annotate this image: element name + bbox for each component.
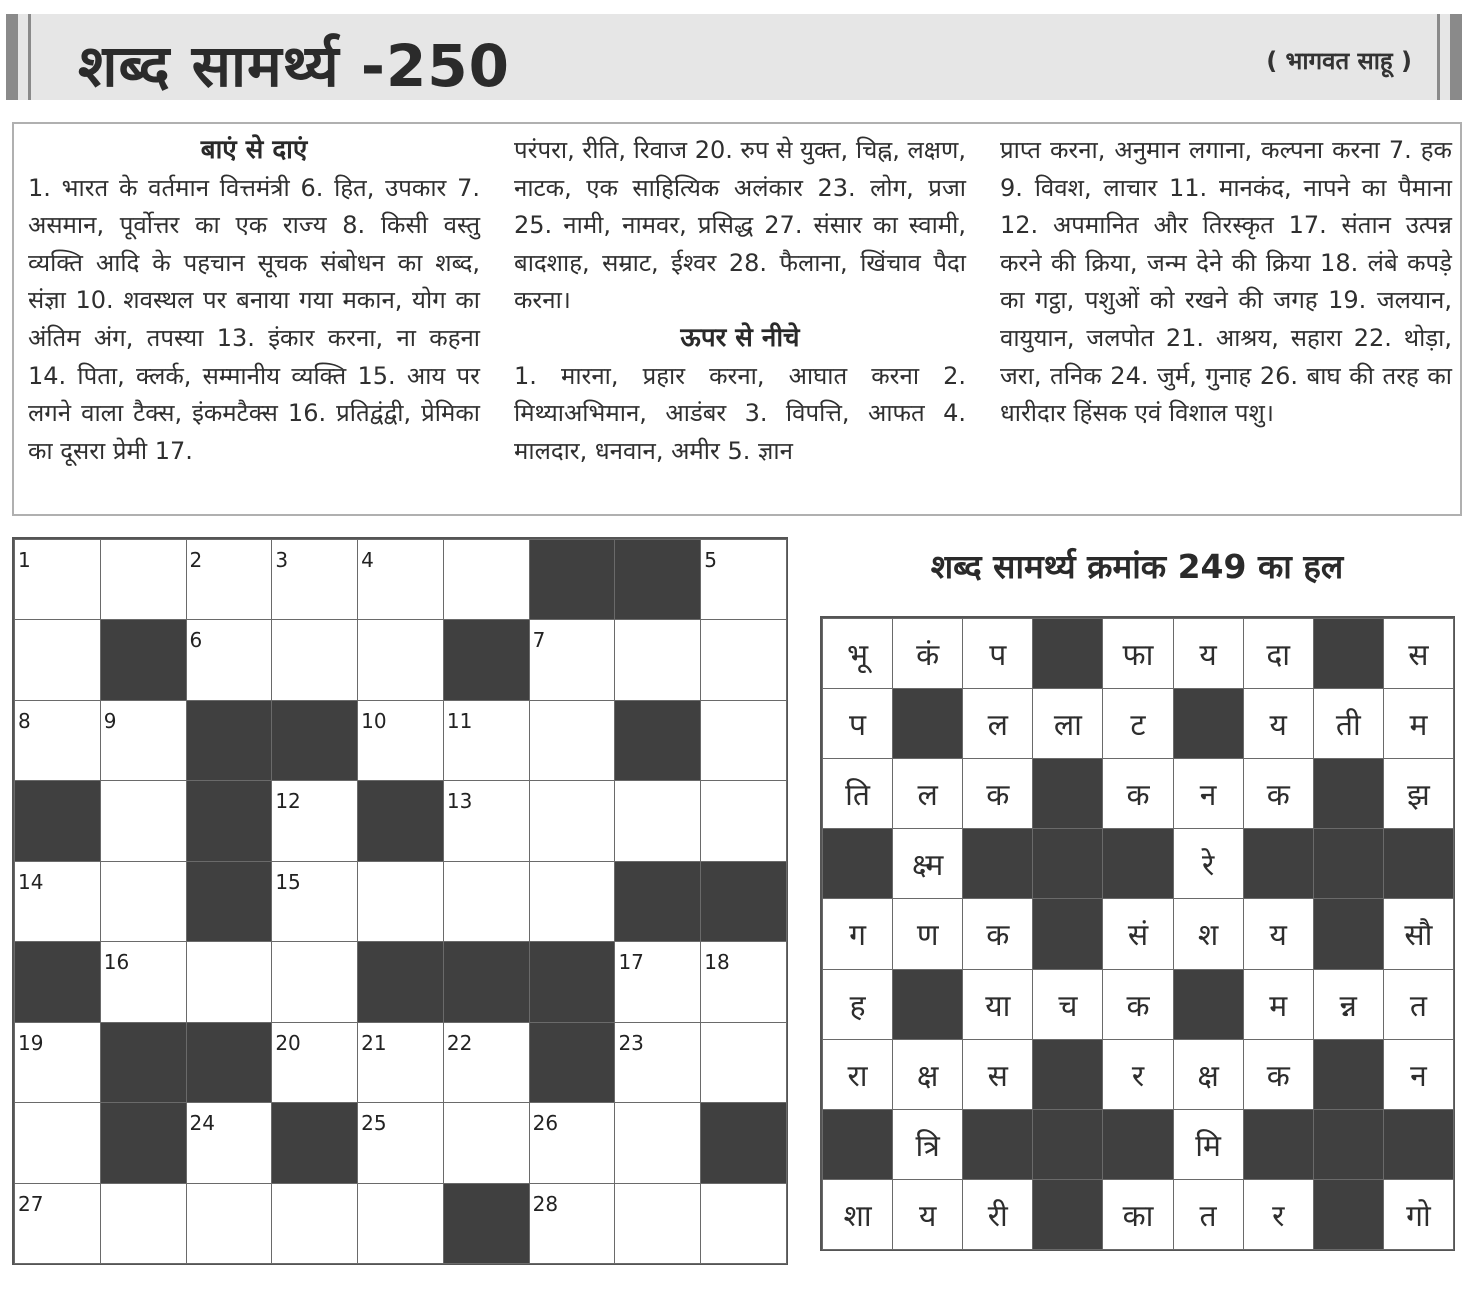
solution-blocked-cell <box>1313 1039 1384 1110</box>
down-clues-part-1: 1. मारना, प्रहार करना, आघात करना 2. मिथ्याअभिमान, आडंबर 3. विपत्ति, आफत 4. मालदार, धनवान, अमीर 5. ज्ञान <box>514 361 966 465</box>
solution-blocked-cell <box>1313 1179 1384 1250</box>
solution-cell: य <box>892 1179 963 1250</box>
solution-cell: न <box>1173 758 1244 829</box>
clue-number: 26 <box>532 1111 559 1136</box>
blocked-cell <box>357 941 444 1022</box>
blocked-cell <box>700 1102 787 1183</box>
solution-cell: क्ष्म <box>892 828 963 899</box>
solution-cell: ल <box>892 758 963 829</box>
clue-number: 2 <box>189 548 203 572</box>
grid-cell[interactable] <box>100 700 187 781</box>
solution-cell: शा <box>822 1179 893 1250</box>
solution-cell: त <box>1383 969 1454 1040</box>
grid-cell[interactable] <box>357 1022 444 1103</box>
blocked-cell <box>529 1022 616 1103</box>
blocked-cell <box>100 619 187 700</box>
clue-number: 15 <box>275 869 301 894</box>
solution-blocked-cell <box>892 969 963 1040</box>
blocked-cell <box>443 941 530 1022</box>
blocked-cell <box>614 861 701 942</box>
grid-cell[interactable] <box>100 780 187 861</box>
grid-cell[interactable] <box>271 1183 358 1264</box>
grid-cell[interactable] <box>100 861 187 942</box>
clue-number: 21 <box>361 1030 387 1055</box>
blocked-cell <box>186 861 273 942</box>
grid-cell[interactable] <box>614 941 701 1022</box>
across-heading: बाएं से दाएं <box>200 135 308 165</box>
grid-cell[interactable] <box>700 780 787 861</box>
solution-blocked-cell <box>1032 898 1103 969</box>
clue-number: 17 <box>618 950 644 975</box>
grid-cell[interactable] <box>14 1022 101 1103</box>
grid-cell[interactable] <box>271 1022 358 1103</box>
blocked-cell <box>186 1022 273 1103</box>
down-clues-part-2: प्राप्त करना, अनुमान लगाना, कल्पना करना 7. हक 9. विवश, लाचार 11. मानकंद, नापने का पैमाना 12. अपमानित और तिरस्कृत 17. संतान उत्पन्न करने की क्रिया, जन्म देने की क्रिया 18. लंबे कपड़े का गट्ठा, पशुओं को रखने की जगह 19. जलयान, वायुयान, जलपोत 21. आश्रय, सहारा 22. थोड़ा, जरा, तनिक 24. जुर्म, गुनाह 26. बाघ की तरह का धारीदार हिंसक एवं विशाल पशु। <box>1000 136 1452 428</box>
solution-cell: क्ष <box>892 1039 963 1110</box>
left-bar-decoration <box>6 14 18 100</box>
solution-cell: क <box>1102 969 1173 1040</box>
grid-cell[interactable] <box>271 941 358 1022</box>
blocked-cell <box>14 780 101 861</box>
solution-cell: र <box>1243 1179 1314 1250</box>
solution-blocked-cell <box>1032 1039 1103 1110</box>
grid-cell[interactable] <box>443 861 530 942</box>
solution-cell: त्रि <box>892 1109 963 1180</box>
clues-column-1 <box>28 132 480 470</box>
grid-cell[interactable] <box>529 619 616 700</box>
clue-number: 14 <box>18 869 44 894</box>
blocked-cell <box>357 780 444 861</box>
grid-cell[interactable] <box>271 780 358 861</box>
solution-cell: गो <box>1383 1179 1454 1250</box>
grid-cell[interactable] <box>443 700 530 781</box>
grid-cell[interactable] <box>443 539 530 620</box>
grid-cell[interactable] <box>357 539 444 620</box>
blocked-cell <box>614 700 701 781</box>
clue-number: 6 <box>189 628 203 653</box>
solution-blocked-cell <box>1243 1109 1314 1180</box>
solution-cell: कं <box>892 618 963 689</box>
grid-cell[interactable] <box>614 619 701 700</box>
clues-column-2 <box>514 132 966 470</box>
solution-cell: ट <box>1102 688 1173 759</box>
solution-blocked-cell <box>1313 898 1384 969</box>
solution-blocked-cell <box>1102 1109 1173 1180</box>
grid-cell[interactable] <box>14 1183 101 1264</box>
solution-blocked-cell <box>822 828 893 899</box>
clue-number: 24 <box>189 1111 215 1136</box>
solution-cell: य <box>1173 618 1244 689</box>
grid-cell[interactable] <box>14 539 101 620</box>
solution-blocked-cell <box>1032 1179 1103 1250</box>
solution-blocked-cell <box>892 688 963 759</box>
grid-cell[interactable] <box>100 1183 187 1264</box>
clue-number: 9 <box>103 708 117 733</box>
left-thin-bar-decoration <box>28 14 31 100</box>
grid-cell[interactable] <box>100 539 187 620</box>
solution-blocked-cell <box>1032 828 1103 899</box>
clue-number: 10 <box>361 708 387 733</box>
solution-title: शब्द सामर्थ्य क्रमांक 249 का हल <box>930 547 1344 586</box>
solution-cell: ग <box>822 898 893 969</box>
clue-number: 27 <box>18 1191 44 1216</box>
grid-cell[interactable] <box>357 861 444 942</box>
solution-blocked-cell <box>1243 828 1314 899</box>
solution-cell: रा <box>822 1039 893 1110</box>
grid-cell[interactable] <box>529 1102 616 1183</box>
solution-blocked-cell <box>1032 1109 1103 1180</box>
grid-cell[interactable] <box>357 700 444 781</box>
grid-cell[interactable] <box>529 780 616 861</box>
clue-number: 1 <box>18 548 31 572</box>
solution-blocked-cell <box>1173 688 1244 759</box>
solution-cell: क्ष <box>1173 1039 1244 1110</box>
right-bar-decoration <box>1450 14 1462 100</box>
clue-number: 13 <box>446 789 473 814</box>
grid-cell[interactable] <box>186 539 273 620</box>
solution-cell: क <box>1243 1039 1314 1110</box>
solution-cell: ह <box>822 969 893 1040</box>
header-banner <box>6 14 1462 100</box>
clue-number: 3 <box>275 548 289 572</box>
clue-number: 22 <box>446 1030 473 1055</box>
solution-cell: क <box>1102 758 1173 829</box>
grid-cell[interactable] <box>700 941 787 1022</box>
grid-cell[interactable] <box>700 539 787 620</box>
crossword-grid <box>12 537 788 1265</box>
clue-number: 16 <box>103 950 130 975</box>
grid-cell[interactable] <box>529 861 616 942</box>
grid-cell[interactable] <box>186 941 273 1022</box>
solution-cell: सं <box>1102 898 1173 969</box>
solution-blocked-cell <box>1313 1109 1384 1180</box>
grid-cell[interactable] <box>443 1022 530 1103</box>
clue-number: 11 <box>446 708 473 733</box>
grid-cell[interactable] <box>357 1102 444 1183</box>
across-clues-part-2: परंपरा, रीति, रिवाज 20. रुप से युक्त, चिह्न, लक्षण, नाटक, एक साहित्यिक अलंकार 23. लोग, प्रजा 25. नामी, नामवर, प्रसिद्ध 27. संसार का स्वामी, बादशाह, सम्राट, ईश्वर 28. फैलाना, खिंचाव पैदा करना। <box>514 136 966 315</box>
clue-number: 5 <box>704 548 717 572</box>
clue-number: 12 <box>275 789 301 814</box>
solution-cell: या <box>962 969 1033 1040</box>
solution-blocked-cell <box>822 1109 893 1180</box>
blocked-cell <box>14 941 101 1022</box>
solution-cell: र <box>1102 1039 1173 1110</box>
solution-cell: रे <box>1173 828 1244 899</box>
blocked-cell <box>614 539 701 620</box>
down-heading: ऊपर से नीचे <box>680 322 800 353</box>
solution-blocked-cell <box>1313 758 1384 829</box>
solution-cell: सौ <box>1383 898 1454 969</box>
solution-cell: ण <box>892 898 963 969</box>
clue-number: 18 <box>704 950 730 975</box>
solution-cell: ला <box>1032 688 1103 759</box>
solution-cell: री <box>962 1179 1033 1250</box>
clue-number: 4 <box>361 548 374 572</box>
solution-cell: य <box>1243 898 1314 969</box>
blocked-cell <box>271 1102 358 1183</box>
grid-cell[interactable] <box>186 1102 273 1183</box>
solution-cell: म <box>1383 688 1454 759</box>
solution-blocked-cell <box>1173 969 1244 1040</box>
blocked-cell <box>529 941 616 1022</box>
clue-number: 19 <box>18 1030 44 1055</box>
blocked-cell <box>100 1022 187 1103</box>
solution-blocked-cell <box>1102 828 1173 899</box>
author-credit: ( भागवत साहू ) <box>1266 47 1412 75</box>
grid-cell[interactable] <box>271 861 358 942</box>
solution-cell: ति <box>822 758 893 829</box>
clue-number: 23 <box>618 1030 644 1055</box>
solution-cell: त <box>1173 1179 1244 1250</box>
blocked-cell <box>100 1102 187 1183</box>
blocked-cell <box>700 861 787 942</box>
grid-cell[interactable] <box>14 619 101 700</box>
solution-cell: स <box>962 1039 1033 1110</box>
grid-cell[interactable] <box>700 700 787 781</box>
puzzle-title: शब्द सामर्थ्य -250 <box>78 32 511 100</box>
grid-cell[interactable] <box>614 780 701 861</box>
grid-cell[interactable] <box>700 1022 787 1103</box>
across-clues-part-1: 1. भारत के वर्तमान वित्तमंत्री 6. हित, उपकार 7. असमान, पूर्वोत्तर का एक राज्य 8. किसी वस्तु व्यक्ति आदि के पहचान सूचक संबोधन का शब्द, संज्ञा 10. शवस्थल पर बनाया गया मकान, योग का अंतिम अंग, तपस्या 13. इंकार करना, ना कहना 14. पिता, क्लर्क, सम्मानीय व्यक्ति 15. आय पर लगने वाला टैक्स, इंकमटैक्स 16. प्रतिद्वंद्वी, प्रेमिका का दूसरा प्रेमी 17. <box>28 173 480 465</box>
solution-cell: प <box>822 688 893 759</box>
solution-cell: दा <box>1243 618 1314 689</box>
solution-cell: फा <box>1102 618 1173 689</box>
blocked-cell <box>186 780 273 861</box>
solution-cell: न्न <box>1313 969 1384 1040</box>
clues-box <box>12 122 1462 516</box>
grid-cell[interactable] <box>529 1183 616 1264</box>
solution-blocked-cell <box>1032 618 1103 689</box>
blocked-cell <box>443 1183 530 1264</box>
grid-cell[interactable] <box>357 1183 444 1264</box>
solution-cell: ती <box>1313 688 1384 759</box>
clue-number: 25 <box>361 1111 387 1136</box>
grid-cell[interactable] <box>614 1183 701 1264</box>
solution-cell: का <box>1102 1179 1173 1250</box>
grid-cell[interactable] <box>100 941 187 1022</box>
solution-cell: क <box>962 898 1033 969</box>
solution-cell: न <box>1383 1039 1454 1110</box>
solution-cell: श <box>1173 898 1244 969</box>
solution-blocked-cell <box>1383 828 1454 899</box>
grid-cell[interactable] <box>271 619 358 700</box>
solution-cell: मि <box>1173 1109 1244 1180</box>
grid-cell[interactable] <box>271 539 358 620</box>
solution-cell: भू <box>822 618 893 689</box>
solution-cell: प <box>962 618 1033 689</box>
clues-column-3 <box>1000 132 1452 433</box>
solution-cell: झ <box>1383 758 1454 829</box>
grid-cell[interactable] <box>529 700 616 781</box>
solution-cell: ल <box>962 688 1033 759</box>
grid-cell[interactable] <box>14 700 101 781</box>
grid-cell[interactable] <box>186 619 273 700</box>
grid-cell[interactable] <box>614 1022 701 1103</box>
solution-cell: क <box>962 758 1033 829</box>
solution-blocked-cell <box>1313 618 1384 689</box>
solution-grid <box>820 616 1455 1251</box>
grid-cell[interactable] <box>14 861 101 942</box>
grid-cell[interactable] <box>700 1183 787 1264</box>
grid-cell[interactable] <box>614 1102 701 1183</box>
solution-blocked-cell <box>1383 1109 1454 1180</box>
grid-cell[interactable] <box>443 780 530 861</box>
clue-number: 20 <box>275 1030 301 1055</box>
solution-cell: क <box>1243 758 1314 829</box>
clue-number: 8 <box>18 708 31 733</box>
solution-cell: च <box>1032 969 1103 1040</box>
solution-blocked-cell <box>1032 758 1103 829</box>
solution-cell: स <box>1383 618 1454 689</box>
blocked-cell <box>529 539 616 620</box>
solution-cell: म <box>1243 969 1314 1040</box>
grid-cell[interactable] <box>357 619 444 700</box>
solution-blocked-cell <box>1313 828 1384 899</box>
grid-cell[interactable] <box>443 1102 530 1183</box>
solution-blocked-cell <box>962 1109 1033 1180</box>
grid-cell[interactable] <box>186 1183 273 1264</box>
clue-number: 28 <box>532 1191 559 1216</box>
right-thin-bar-decoration <box>1437 14 1440 100</box>
clue-number: 7 <box>532 628 546 653</box>
solution-blocked-cell <box>962 828 1033 899</box>
grid-cell[interactable] <box>700 619 787 700</box>
blocked-cell <box>271 700 358 781</box>
blocked-cell <box>186 700 273 781</box>
blocked-cell <box>443 619 530 700</box>
solution-cell: य <box>1243 688 1314 759</box>
grid-cell[interactable] <box>14 1102 101 1183</box>
